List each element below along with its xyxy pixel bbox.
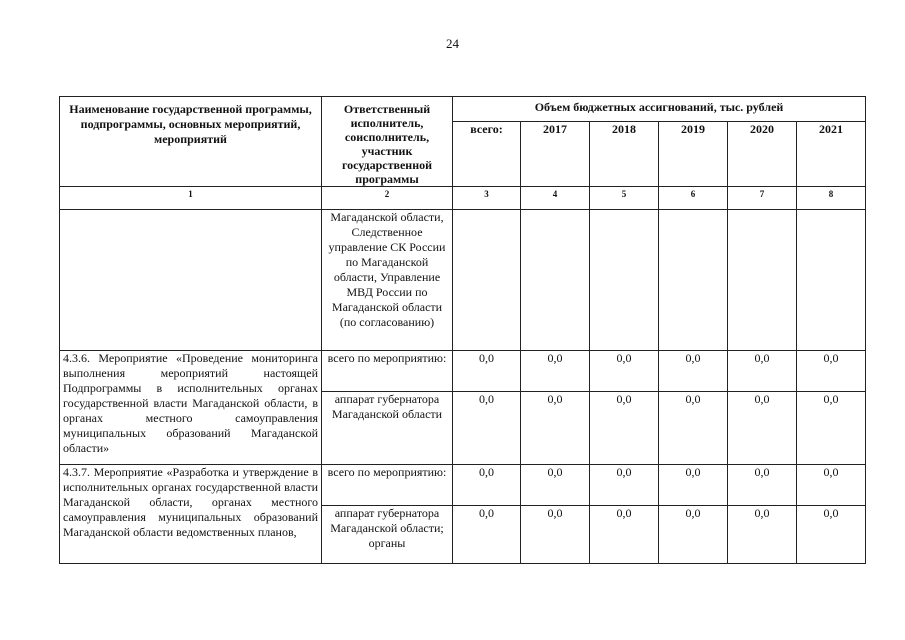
value-cell: 0,0 <box>590 351 659 392</box>
item-name-cell: 4.3.6. Мероприятие «Проведение мониторинга выполнения мероприятий настоящей Подпрограммы в исполнительных органах государственной власти Магаданской области, в органах местного самоуправления муниципальных образований Магаданской области» <box>60 351 322 465</box>
continuation-responsible-cell: Магаданской области, Следственное управление СК России по Магаданской области, Управление МВД России по Магаданской области (по согласованию) <box>322 210 453 351</box>
table-row <box>60 351 866 392</box>
header-year-2019: 2019 <box>659 122 728 187</box>
header-year-2017: 2017 <box>521 122 590 187</box>
header-year-2021: 2021 <box>797 122 866 187</box>
column-number: 7 <box>728 187 797 210</box>
empty-cell <box>797 210 866 351</box>
empty-cell <box>659 210 728 351</box>
value-cell: 0,0 <box>453 351 521 392</box>
empty-cell <box>521 210 590 351</box>
value-cell: 0,0 <box>728 506 797 564</box>
value-cell: 0,0 <box>590 465 659 506</box>
responsible-cell: всего по мероприятию: <box>322 351 453 392</box>
column-number-row <box>60 187 866 210</box>
value-cell: 0,0 <box>797 506 866 564</box>
value-cell: 0,0 <box>453 506 521 564</box>
value-cell: 0,0 <box>590 506 659 564</box>
header-budget-group: Объем бюджетных ассигнований, тыс. рублей <box>453 97 866 122</box>
value-cell: 0,0 <box>728 392 797 465</box>
column-number: 6 <box>659 187 728 210</box>
empty-cell <box>728 210 797 351</box>
empty-cell <box>590 210 659 351</box>
value-cell: 0,0 <box>797 392 866 465</box>
column-number: 4 <box>521 187 590 210</box>
value-cell: 0,0 <box>521 351 590 392</box>
header-name: Наименование государственной программы, подпрограммы, основных мероприятий, мероприятий <box>60 97 322 187</box>
value-cell: 0,0 <box>659 465 728 506</box>
value-cell: 0,0 <box>659 351 728 392</box>
column-number: 3 <box>453 187 521 210</box>
value-cell: 0,0 <box>521 392 590 465</box>
value-cell: 0,0 <box>659 392 728 465</box>
column-number: 2 <box>322 187 453 210</box>
value-cell: 0,0 <box>453 465 521 506</box>
column-number: 1 <box>60 187 322 210</box>
page-number: 24 <box>446 36 459 51</box>
responsible-cell: аппарат губернатора Магаданской области; органы <box>322 506 453 564</box>
responsible-cell: аппарат губернатора Магаданской области <box>322 392 453 465</box>
value-cell: 0,0 <box>590 392 659 465</box>
budget-table <box>59 96 866 564</box>
table-row-continuation <box>60 210 866 351</box>
header-responsible: Ответственный исполнитель, соисполнитель, участник государственной программы <box>322 97 453 187</box>
value-cell: 0,0 <box>728 465 797 506</box>
header-total: всего: <box>453 122 521 187</box>
column-number: 5 <box>590 187 659 210</box>
value-cell: 0,0 <box>659 506 728 564</box>
column-number: 8 <box>797 187 866 210</box>
value-cell: 0,0 <box>797 465 866 506</box>
responsible-cell: всего по мероприятию: <box>322 465 453 506</box>
table-row <box>60 465 866 506</box>
value-cell: 0,0 <box>797 351 866 392</box>
header-row-1 <box>60 97 866 122</box>
empty-cell <box>453 210 521 351</box>
item-name-cell: 4.3.7. Мероприятие «Разработка и утверждение в исполнительных органах государственной власти Магаданской области, органах местного самоуправления муниципальных образований Магаданской области ведомственных планов, <box>60 465 322 564</box>
value-cell: 0,0 <box>521 465 590 506</box>
value-cell: 0,0 <box>453 392 521 465</box>
header-year-2018: 2018 <box>590 122 659 187</box>
header-year-2020: 2020 <box>728 122 797 187</box>
continuation-name-cell <box>60 210 322 351</box>
value-cell: 0,0 <box>728 351 797 392</box>
value-cell: 0,0 <box>521 506 590 564</box>
